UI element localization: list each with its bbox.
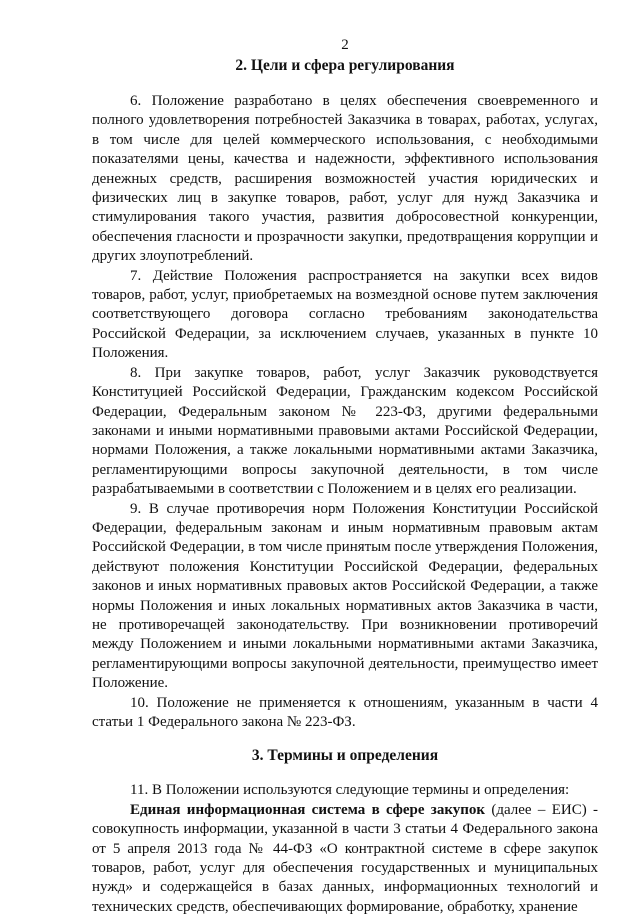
definition-eis [92, 801, 598, 917]
definition-term: Единая информационная система в сфере закупок [130, 801, 486, 818]
page-number: 2 [341, 37, 349, 53]
paragraph-9: 9. В случае противоречия норм Положения Конституции Российской Федерации, федеральным законам и иным нормативным правовым актам Российской Федерации, в том числе принятым после утверждения Положения, действуют положения Конституции Российской Федерации, федеральных законов и иных нормативных правовых актов Российской Федерации, а также нормы Положения и иных локальных нормативных актов Заказчика в части, не противоречащей законодательству. При возникновении противоречий между Положением и иными локальными нормативными актами Заказчика, регламентирующими вопросы закупочной деятельности, преимущество имеет Положение. [92, 500, 598, 692]
paragraph-7: 7. Действие Положения распространяется на закупки всех видов товаров, работ, услуг, приобретаемых на возмездной основе путем заключения соответствующего договора согласно требованиям законодательства Российской Федерации, за исключением случаев, указанных в пункте 10 Положения. [92, 267, 598, 362]
document-page [92, 36, 598, 917]
paragraph-8: 8. При закупке товаров, работ, услуг Заказчик руководствуется Конституцией Российской Федерации, Гражданским кодексом Российской Федерации, Федеральным законом № 223-ФЗ, другими федеральными законами и иными нормативными правовыми актами Российской Федерации, нормами Положения, а также локальными нормативными актами Заказчика, регламентирующими вопросы закупочной деятельности, в том числе разрабатываемыми в соответствии с Положением и в целях его реализации. [92, 364, 598, 498]
paragraph-11: 11. В Положении используются следующие термины и определения: [130, 782, 570, 799]
definition-text: (далее – ЕИС) - совокупность информации, указанной в части 3 статьи 4 Федерального закона от 5 апреля 2013 года № 44-ФЗ «О контрактной системе в сфере закупок товаров, работ, услуг для обеспечения государственных и муниципальных нужд» и содержащейся в базах данных, информационных технологий и технических средств, обеспечивающих формирование, обработку, хранение [92, 801, 598, 915]
paragraph-6: 6. Положение разработано в целях обеспечения своевременного и полного удовлетворения потребностей Заказчика в товарах, работах, услугах, в том числе для целей коммерческого использования, с необходимыми показателями цены, качества и надежности, эффективного использования денежных средств, расширения возможностей участия юридических и физических лиц в закупке товаров, работ, услуг для нужд Заказчика и стимулирования такого участия, развития добросовестной конкуренции, обеспечения гласности и прозрачности закупки, предотвращения коррупции и других злоупотреблений. [92, 93, 598, 265]
section-2-heading: 2. Цели и сфера регулирования [235, 57, 455, 74]
paragraph-10: 10. Положение не применяется к отношениям, указанным в части 4 статьи 1 Федерального закона № 223-ФЗ. [92, 694, 598, 730]
section-3-heading: 3. Термины и определения [251, 747, 439, 765]
